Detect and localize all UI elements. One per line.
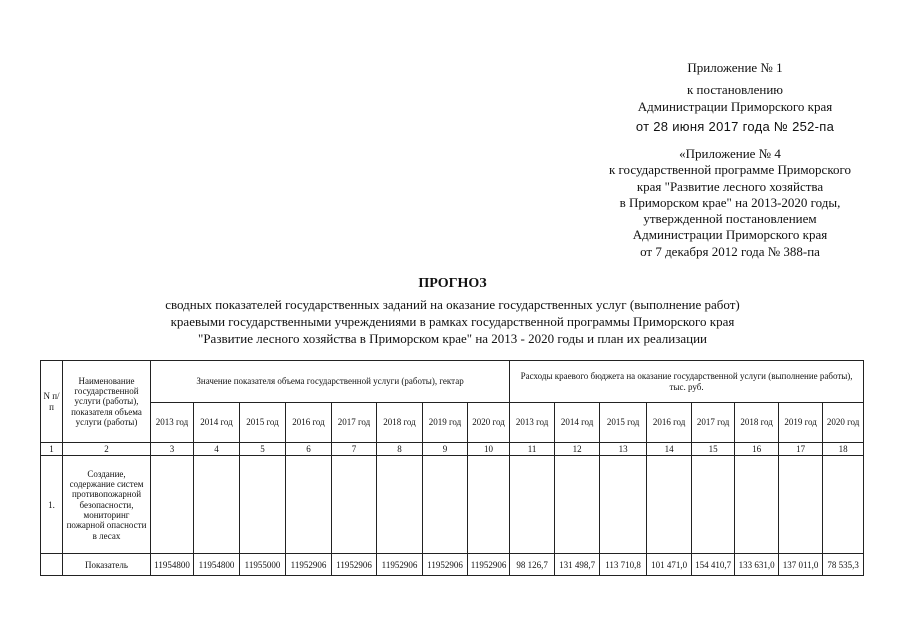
appendix-4-line: в Приморском крае" на 2013-2020 годы,: [619, 194, 841, 210]
value-cell: [600, 456, 647, 554]
subtitle-line: "Развитие лесного хозяйства в Приморском крае" на 2013 - 2020 годы и план их реализации: [198, 331, 707, 347]
value-cell: [510, 456, 555, 554]
year-cell: 2017 год: [332, 403, 377, 443]
value-cell: 11954800: [194, 554, 240, 576]
appendix-4-line: утвержденной постановлением: [643, 211, 817, 226]
value-cell: 98 126,7: [510, 554, 555, 576]
appendix-1-date: от 28 июня 2017 года № 252-па: [635, 118, 835, 134]
value-cell: [692, 456, 735, 554]
value-cell: 11954800: [151, 554, 194, 576]
appendix-1-line: к постановлению: [686, 82, 784, 98]
header-expense-group: Расходы краевого бюджета на оказание государственной услуги (выполнение работы), тыс. руб.: [510, 361, 864, 403]
year-cell: 2020 год: [823, 403, 864, 443]
document-subtitle: [0, 296, 905, 347]
colnum-cell: 13: [600, 443, 647, 456]
colnum-cell: 15: [692, 443, 735, 456]
colnum-cell: 4: [194, 443, 240, 456]
value-cell: 133 631,0: [735, 554, 779, 576]
year-cell: 2014 год: [194, 403, 240, 443]
colnum-cell: 14: [647, 443, 692, 456]
table-years-row: [41, 403, 864, 443]
year-cell: 2019 год: [779, 403, 823, 443]
year-cell: 2019 год: [423, 403, 468, 443]
year-cell: 2013 год: [151, 403, 194, 443]
row-number: 1.: [41, 456, 63, 554]
year-cell: 2015 год: [600, 403, 647, 443]
value-cell: [823, 456, 864, 554]
value-cell: 78 535,3: [823, 554, 864, 576]
row-name: Показатель: [63, 554, 151, 576]
header-n: N п/п: [41, 361, 63, 443]
header-volume-group: Значение показателя объема государственной услуги (работы), гектар: [151, 361, 510, 403]
appendix-4-block: [595, 146, 865, 260]
value-cell: [647, 456, 692, 554]
value-cell: 11952906: [377, 554, 423, 576]
year-cell: 2014 год: [555, 403, 600, 443]
appendix-4-line: «Приложение № 4: [679, 146, 781, 161]
appendix-4-line: от 7 декабря 2012 года № 388-па: [640, 243, 820, 259]
year-cell: 2016 год: [647, 403, 692, 443]
colnum-cell: 12: [555, 443, 600, 456]
value-cell: [423, 456, 468, 554]
value-cell: 11952906: [332, 554, 377, 576]
table-row: [41, 456, 864, 554]
value-cell: 154 410,7: [692, 554, 735, 576]
appendix-1-title: Приложение № 1: [687, 60, 783, 75]
document-title: ПРОГНОЗ: [418, 276, 487, 291]
value-cell: 101 471,0: [647, 554, 692, 576]
colnum-cell: 9: [423, 443, 468, 456]
value-cell: [240, 456, 286, 554]
value-cell: 11955000: [240, 554, 286, 576]
value-cell: 11952906: [468, 554, 510, 576]
value-cell: 11952906: [286, 554, 332, 576]
value-cell: 113 710,8: [600, 554, 647, 576]
value-cell: [735, 456, 779, 554]
colnum-cell: 17: [779, 443, 823, 456]
header-name: Наименование государственной услуги (работы), показателя объема услуги (работы): [63, 361, 151, 443]
year-cell: 2018 год: [735, 403, 779, 443]
year-cell: 2015 год: [240, 403, 286, 443]
colnum-cell: 10: [468, 443, 510, 456]
value-cell: [468, 456, 510, 554]
forecast-table: [40, 360, 864, 576]
appendix-4-line: края "Развитие лесного хозяйства: [636, 178, 824, 194]
table-header-row: [41, 361, 864, 403]
subtitle-line: краевыми государственными учреждениями в рамках государственной программы Приморского края: [170, 314, 735, 330]
value-cell: 137 011,0: [779, 554, 823, 576]
value-cell: [779, 456, 823, 554]
colnum-cell: 18: [823, 443, 864, 456]
colnum-cell: 1: [41, 443, 63, 456]
colnum-cell: 6: [286, 443, 332, 456]
table-colnum-row: [41, 443, 864, 456]
year-cell: 2013 год: [510, 403, 555, 443]
year-cell: 2020 год: [468, 403, 510, 443]
year-cell: 2018 год: [377, 403, 423, 443]
table-row: [41, 554, 864, 576]
value-cell: [151, 456, 194, 554]
colnum-cell: 8: [377, 443, 423, 456]
subtitle-line: сводных показателей государственных заданий на оказание государственных услуг (выполнение работ): [165, 297, 740, 312]
appendix-4-line: Администрации Приморского края: [632, 227, 828, 243]
row-name: Создание, содержание систем противопожарной безопасности, мониторинг пожарной опасности в лесах: [63, 456, 151, 554]
value-cell: 11952906: [423, 554, 468, 576]
value-cell: 131 498,7: [555, 554, 600, 576]
colnum-cell: 16: [735, 443, 779, 456]
colnum-cell: 7: [332, 443, 377, 456]
value-cell: [377, 456, 423, 554]
value-cell: [286, 456, 332, 554]
row-number: [41, 554, 63, 576]
value-cell: [555, 456, 600, 554]
appendix-1-block: [625, 60, 845, 135]
colnum-cell: 2: [63, 443, 151, 456]
colnum-cell: 11: [510, 443, 555, 456]
value-cell: [332, 456, 377, 554]
value-cell: [194, 456, 240, 554]
appendix-1-line: Администрации Приморского края: [637, 98, 833, 114]
year-cell: 2016 год: [286, 403, 332, 443]
year-cell: 2017 год: [692, 403, 735, 443]
colnum-cell: 3: [151, 443, 194, 456]
appendix-4-line: к государственной программе Приморского: [608, 162, 851, 178]
colnum-cell: 5: [240, 443, 286, 456]
